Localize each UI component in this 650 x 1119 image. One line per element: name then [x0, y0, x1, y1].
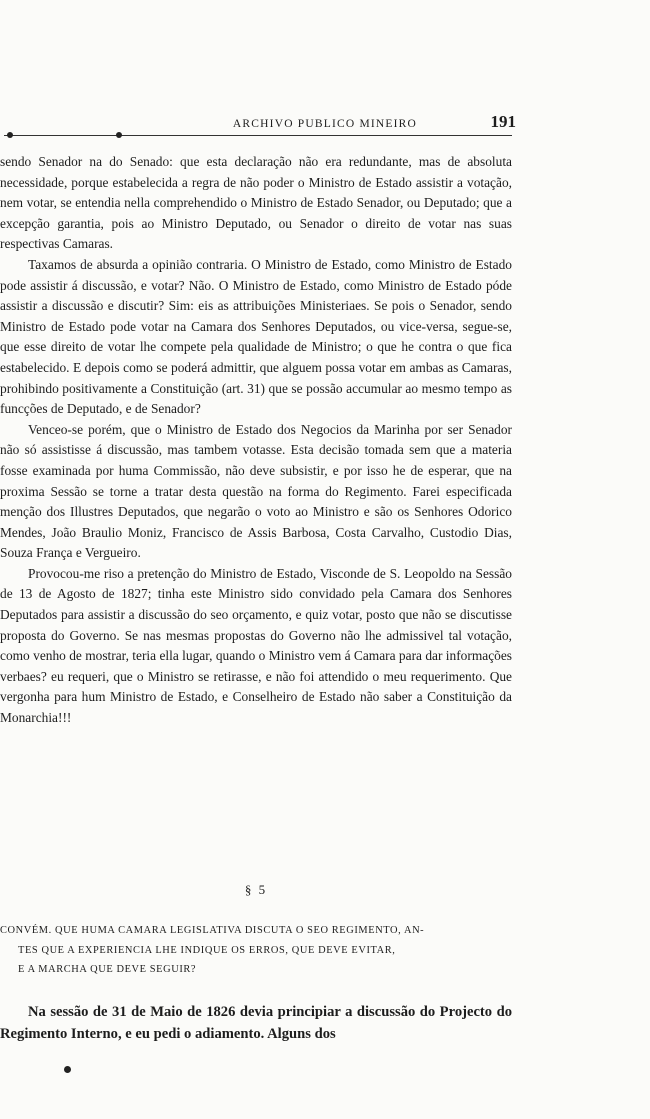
- page-header: [0, 108, 650, 138]
- paragraph-2: Taxamos de absurda a opinião contraria. O Ministro de Estado, como Ministro de Estado pode assistir á discussão, e votar? Não. O Ministro de Estado, como Ministro de Estado póde assistir a discussão e discutir? Sim: eis as attribuições Ministeriaes. Se pois o Senador, sendo Ministro de Estado pode votar na Camara dos Senhores Deputados, ou vice-versa, segue-se, que esse direito de votar lhe compete pela qualidade de Ministro; o que he contra o que fica estabelecido. E depois como se poderá admittir, que alguem possa votar em ambas as Camaras, prohibindo positivamente a Constituição (art. 31) que se possão accumular ao mesmo tempo as funcções de Deputado, e de Senador?: [0, 256, 512, 417]
- section-heading-line-1: CONVÉM. QUE HUMA CAMARA LEGISLATIVA DISCUTA O SEO REGIMENTO, AN-: [0, 925, 425, 936]
- section-paragraph: Na sessão de 31 de Maio de 1826 devia principiar a discussão do Projecto do Regimento Interno, e eu pedi o adiamento. Alguns dos: [0, 1004, 512, 1042]
- section-heading-line-3: E A MARCHA QUE DEVE SEGUIR?: [18, 964, 197, 976]
- paragraph-3: Venceo-se porém, que o Ministro de Estado dos Negocios da Marinha por ser Senador não só assistisse á discussão, mas tambem votasse. Esta decisão tomada sem que a materia fosse examinada por huma Commissão, não deve subsistir, e por isso he de esperar, que na proxima Sessão se torne a tratar desta questão na forma do Regimento. Farei especificada menção dos Illustres Deputados, que negarão o voto ao Ministro e são os Senhores Odorico Mendes, João Braulio Moniz, Francisco de Assis Barbosa, Costa Carvalho, Custodio Dias, Souza França e Vergueiro.: [0, 421, 512, 561]
- ornament-dot-bottom: [64, 1066, 71, 1073]
- body-text: [0, 152, 512, 729]
- header-rule: [4, 135, 512, 136]
- section-heading-line-2: TES QUE A EXPERIENCIA LHE INDIQUE OS ERROS, QUE DEVE EVITAR,: [18, 944, 396, 956]
- running-title: ARCHIVO PUBLICO MINEIRO: [232, 118, 418, 130]
- section-heading: [0, 921, 512, 980]
- ornament-dot-left: [7, 132, 13, 138]
- page-number: 191: [490, 112, 516, 131]
- section-body: [0, 1001, 512, 1045]
- section-mark: § 5: [244, 882, 268, 897]
- paragraph-1: sendo Senador na do Senado: que esta declaração não era redundante, mas de absoluta necessidade, porque estabelecida a regra de não poder o Ministro de Estado assistir a votação, nem votar, se entendia nella comprehendido o Ministro de Estado Senador, ou Deputado; que a excepção garantia, pois ao Ministro Deputado, ou Senador o direito de votar nas suas respectivas Camaras.: [0, 154, 512, 252]
- paragraph-4: Provocou-me riso a pretenção do Ministro de Estado, Visconde de S. Leopoldo na Sessão de 13 de Agosto de 1827; tinha este Ministro sido convidado pela Camara dos Senhores Deputados para assistir a discussão do seo orçamento, e quiz votar, posto que não se discutisse proposta do Governo. Se nas mesmas propostas do Governo não lhe admissivel tal votação, como venho de mostrar, teria ella lugar, quando o Ministro vem á Camara para dar informações verbaes? eu requeri, que o Ministro se retirasse, e não foi attendido o meu requerimento. Que vergonha para hum Ministro de Estado, e Conselheiro de Estado não saber a Constituição da Monarchia!!!: [0, 565, 512, 726]
- ornament-dot-middle: [116, 132, 122, 138]
